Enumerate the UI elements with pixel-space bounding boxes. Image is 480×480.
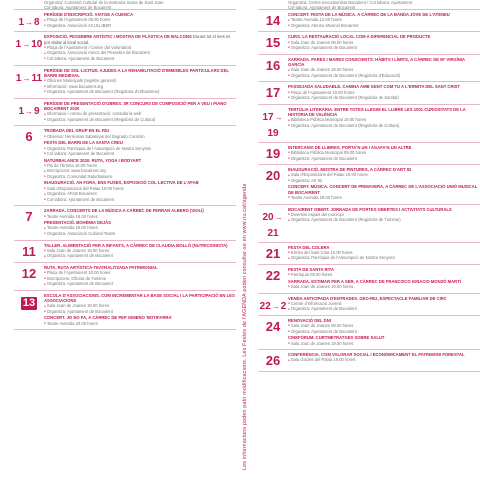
agenda-entry (258, 82, 480, 104)
agenda-entry (258, 10, 480, 32)
entry-body (288, 107, 480, 140)
date-range-start: 1 (15, 39, 22, 51)
entry-date (258, 352, 288, 369)
date-day: 20 (265, 168, 281, 184)
entry-body (44, 208, 236, 237)
date-day: 11 (22, 243, 36, 259)
agenda-entry (258, 350, 480, 372)
event-detail: ● Organitza: Ajuntament de Bocairent (288, 45, 480, 51)
entry-body (288, 245, 480, 262)
entry-body (288, 318, 480, 347)
date-day: 11 (31, 72, 43, 84)
event-title: XARRADA. ESTIMAR PER A SER, A CÀRREC DE FRANCISCO IGNACIO MONZÓ MARTÍ (288, 278, 461, 284)
event (44, 208, 236, 219)
date-day: 22 (265, 267, 281, 283)
event-detail: ● Centre d'Informació Juvenil (288, 301, 480, 307)
agenda-entry (14, 126, 236, 206)
event (288, 279, 480, 290)
entry-date (258, 12, 288, 29)
event-title: CONCERT. MÚSICA. CONCERT DE PRIMAVERA, A CÀRREC DE L'ASSOCIACIÓ UNIÓ MUSICAL DE BOCAIRENT (288, 184, 478, 195)
agenda-entry (258, 265, 480, 294)
event-detail: ● Inscripcions: www.bocairent.org (44, 168, 236, 174)
date-range-start: 17 (262, 111, 274, 123)
right-top-stub (258, 0, 480, 10)
entry-date (14, 12, 44, 29)
event-detail: ● Sala d'actes del Palau 19.00 hores (288, 357, 480, 363)
entry-body (44, 12, 236, 29)
event-detail: ● Col·labora: Ajuntament de Bocairent (44, 151, 236, 157)
event-detail: ● Sala Joan de Joanes 19.00 hores (44, 248, 236, 254)
agenda-entry (258, 243, 480, 265)
event (288, 84, 480, 100)
event-detail: ● Organitza: Ajuntament de Bocairent (Regidoria d'Educació) (288, 73, 480, 79)
entry-date (14, 101, 44, 124)
entry-date (258, 267, 288, 291)
event-detail: ● Organitza: Parròquia de l'Assumpció de Nostra Senyora (44, 146, 236, 152)
event-detail: ● Organitza: Ateneu Musical Bocairent (288, 23, 480, 29)
event-detail: ● Sala Joan de Joanes 19.00 hores (288, 67, 480, 73)
agenda-entry (258, 165, 480, 204)
event-detail: ● Organitza: Associació Amics del Pessebre de Bocairent (44, 50, 236, 56)
event-title: EXPOSICIÓ. PESSEBRE ARTÍSTIC I MOSTRA DE PLÀSTICA DE BALCONS (44, 34, 192, 40)
event-detail: ● Col·labora: Ajuntament de Bocairent (44, 197, 236, 203)
event (288, 207, 480, 223)
event-detail: ● Organitza: Ajuntament de Bocairent (Regidoria de Turisme) (288, 217, 480, 223)
event-detail: ● Sala Joan de Joanes 09.00 hores (288, 323, 480, 329)
event-detail: ● Teatre Avenida 20.00 hores (44, 321, 236, 327)
event-detail: ● Observa: Hermosas Sabatinas del Sagrado Corazón (44, 134, 236, 140)
entry-body (44, 265, 236, 288)
entry-date (14, 265, 44, 288)
event-detail: ● Plaça de l'Ajuntament 10.00 hores (44, 270, 236, 276)
agenda-entry (258, 205, 480, 243)
date-range-start: 22 (259, 300, 271, 312)
event-title: ZARRADA. CONCERTS DE LA MÚSICA A CÀRREC DE FERRAN ALBERO (VIOLÍ) (44, 208, 204, 214)
event (44, 101, 236, 123)
date-range-start: 1 (18, 17, 24, 28)
event-detail: ● Sala Joan de Joanes 19.00 hores (288, 341, 480, 347)
event-description: Durant tot el mes es pot visitar al local social. (44, 34, 231, 45)
entry-body (288, 145, 480, 162)
arrow-right-icon: → (271, 301, 280, 311)
arrow-right-icon: → (274, 212, 283, 222)
event-detail: ● Sala d'Exposicions del Palau 19.00 hores (288, 172, 480, 178)
event (44, 265, 236, 287)
event-detail: ● Organitza: Ajuntament de Bocairent (Regidoria de Sanitat) (288, 95, 480, 101)
event (44, 293, 236, 315)
arrow-right-icon: → (22, 40, 31, 50)
entry-body (288, 352, 480, 369)
agenda-entry (14, 99, 236, 127)
event-title: FESTA DE SANTA RITA (288, 266, 334, 272)
date-range-start: 20 (262, 211, 274, 223)
agenda-entry (14, 291, 236, 330)
event-detail: ● Biblioteca Pública Municipal 19.00 hores (288, 117, 480, 123)
event-title: INAUGURACIÓ. AH FORA, ENS FUSES, EXPOSICIÓ COL·LECTIVA DE L'AFAB (44, 180, 199, 186)
event-detail: ● Sala Joan de Joanes 19.00 hores (288, 284, 480, 290)
entry-body (288, 207, 480, 240)
entry-body (288, 84, 480, 101)
entry-date (14, 128, 44, 203)
event-detail: ● Organitza: Comunitat Naturbalance (44, 174, 236, 180)
entry-date (258, 245, 288, 262)
event-detail: ● Organitza: Ajuntament de Bocairent (Regidoria de Cultura) (44, 117, 236, 123)
entry-date (14, 243, 44, 260)
entry-body (44, 68, 236, 96)
date-day: 16 (265, 57, 281, 73)
event-title: PERÍODE D'INSCRIPCIÓ. VIATGE A CUENCA (44, 12, 134, 17)
event-title: PASSEJADA SALUDABLE. CAMINA AMB GENT COM TU A L'ERMITA DEL SANT CRIST (288, 84, 460, 90)
entry-date (14, 293, 44, 327)
event-detail: ● Plaça de l'Ajuntament 08.00 hores (44, 17, 236, 23)
event-detail: ● Informació: www.bocairent.org (44, 84, 236, 90)
event-detail: ● Diversos espais del municipi (288, 212, 480, 218)
event-detail: ● Teatre Avenida 18.00 hores (44, 214, 236, 220)
event (44, 180, 236, 202)
event-detail: ● Teatre Avenida 19.00 hores (288, 195, 480, 201)
event-detail: ● Sala d'Exposicions del Palau 19.00 hores (44, 186, 236, 192)
entry-date (14, 208, 44, 237)
entry-date (258, 34, 288, 51)
left-top-stub (14, 0, 236, 10)
date-day: 19 (267, 127, 279, 139)
left-top-stub-line: Organitza: Comissió Cultural de la Setmana Santa de Sant Joan (44, 0, 164, 5)
event (44, 68, 236, 95)
event (44, 128, 236, 139)
event-detail: ● Sala Joan de Joanes 09.00 hores (288, 40, 480, 46)
left-column (14, 0, 236, 480)
event-detail: ● Organitza: Ajuntament de Bocairent (Regidoria d'Urbanisme) (44, 89, 236, 95)
event-detail: ● Parròquia 09.00 hores (288, 272, 480, 278)
date-day: 17 (265, 85, 281, 101)
arrow-right-icon: → (22, 73, 31, 83)
agenda-entry (258, 105, 480, 143)
entry-date (258, 167, 288, 201)
event-detail: ● Organitza: Associació ACULLIBER (44, 23, 236, 29)
event-detail: ● Ermita del Sant Crist 10.00 hores (288, 250, 480, 256)
event-detail: ● Pla de l'Ermita 10.00 hores (44, 163, 236, 169)
event-title: TERTÚLIA LITERÀRIA. ENTRE TOTES LLEGIM EL LLIBRE LES 1001 CURIOSITATS DE LA HISTÒRIA DE VALÈNCIA (288, 106, 466, 118)
agenda-entry (258, 143, 480, 165)
agenda-entry (258, 294, 480, 316)
date-day: 14 (265, 13, 281, 28)
agenda-entry (14, 206, 236, 240)
agenda-entry (258, 32, 480, 54)
entry-body (288, 12, 480, 29)
entry-body (44, 243, 236, 260)
event-title: RENOVACIÓ DEL DNI (288, 317, 331, 323)
event (288, 107, 480, 129)
event-title: INTERCANVI DE LLIBRES. PORTA'N UN I AGAFA'N UN ALTRE (288, 144, 412, 150)
event (288, 184, 480, 200)
date-day: 19 (265, 145, 281, 161)
event-detail: ● Organitza: Ajuntament de Bocairent (288, 329, 480, 335)
event-detail: ● Organitza: AFAB Bocairent (44, 191, 236, 197)
event (44, 140, 236, 156)
date-day: 24 (265, 318, 281, 334)
event (44, 158, 236, 180)
event (44, 34, 236, 61)
event (288, 318, 480, 334)
agenda-entry (14, 32, 236, 65)
event-title: CURS. LA RESTAURACIÓ LOCAL COM A DIFERENCIAL DE PRODUCTE (288, 34, 431, 40)
event-title: BOCAIRENT OBERT. JORNADA DE PORTES OBERTES I ACTIVITATS CULTURALS (288, 206, 452, 212)
event (288, 296, 480, 312)
date-day: 6 (25, 129, 33, 145)
event (44, 220, 236, 236)
entry-body (288, 167, 480, 201)
event (288, 145, 480, 161)
event-title: INAUGURACIÓ. MOSTRA DE PINTURES, A CÀRREC D'ART 92 (288, 167, 412, 173)
agenda-entry (258, 316, 480, 350)
event-detail: ● Organitza: Associació Cultural Teatre (44, 231, 236, 237)
event-detail: ● Organitza: Art 92 (288, 178, 480, 184)
event-title: FESTA DEL BARRI DE LA SANTA CREU (44, 140, 123, 146)
event (288, 34, 480, 50)
event (44, 315, 236, 326)
entry-date (14, 68, 44, 96)
date-day: 13 (22, 296, 36, 309)
agenda-entry (14, 66, 236, 99)
date-day: 2 (280, 300, 287, 312)
entry-body (44, 128, 236, 203)
event-detail: ● Organitza: Ajuntament de Bocairent (Regidoria de Cultura) (288, 123, 480, 129)
side-note-text: Les informacions poden patir modificacions. Les Festes de l'AGENDA poden consultar-se en www.riu.cat/agenda (242, 183, 248, 470)
date-range-start: 1 (15, 72, 22, 84)
entry-body (288, 296, 480, 313)
left-top-stub-line: Col·labora: Ajuntament de Bocairent (44, 5, 112, 10)
right-top-stub-line: Col·labora: Ajuntament de Bocairent (288, 5, 356, 10)
entry-body (288, 267, 480, 291)
entry-date (258, 107, 288, 140)
event-detail: ● Teatre Avenida 19.00 hores (44, 225, 236, 231)
event-detail: ● Organitza: Ajuntament de Bocairent (44, 253, 236, 259)
entry-body (288, 57, 480, 80)
event (44, 12, 236, 28)
event-title: CONCERT. FESTA DE LA MÚSICA. A CÀRREC DE LA BANDA JOVE DE L'ATENEU (288, 12, 450, 17)
agenda-entry (14, 241, 236, 263)
event-detail: ● Inscripcions: Oficina de Turisme (44, 276, 236, 282)
date-day: 7 (25, 209, 33, 225)
event-detail: ● Organitza: Ajuntament de Bocairent (288, 156, 480, 162)
event-detail: ● Biblioteca Pública Municipal 09.00 hores (288, 150, 480, 156)
event-detail: ● Organitza: Ajuntament de Bocairent (44, 309, 236, 315)
entry-date (258, 296, 288, 313)
event-detail: ● Plaça de l'Ajuntament / Centre del Voluntariat (44, 45, 236, 51)
event-detail: ● Organitza: Parròquia de l'Assumpció de Nostra Senyora (288, 255, 480, 261)
date-range-start: 1 (18, 105, 24, 117)
event-title: CONCERT. JO NO FA, A CÀRREC DE PEP GIMENO 'BOTIFARRA' (44, 315, 173, 321)
event-detail: ● Sala Joan de Joanes 19.00 hores (44, 303, 236, 309)
date-day: 8 (34, 17, 40, 28)
arrow-right-icon: → (25, 106, 33, 116)
entry-date (258, 145, 288, 162)
event-title: TALLER. ALIMENTACIÓ PER A INFANTS, A CÀRREC DE CLAUDIA MOLLÓ (NUTRICIONISTA) (44, 242, 228, 248)
event-detail: ● Col·labora: Ajuntament de Bocairent (44, 56, 236, 62)
event-title: RUTA. RUTA ARTÍSTICA-TEATRALITZADA PATRIMONIAL (44, 264, 158, 270)
right-column (258, 0, 480, 480)
event-title: CONFERÈNCIA. COM VALORAR SOCIAL I ECONÒMICAMENT EL PATRIMONI FORESTAL (288, 352, 465, 358)
event (288, 12, 480, 28)
date-day: 10 (31, 39, 43, 51)
event (288, 57, 480, 79)
event (288, 267, 480, 278)
event (288, 167, 480, 183)
entry-date (258, 57, 288, 80)
event (288, 352, 480, 363)
event (288, 335, 480, 346)
entry-body (44, 34, 236, 62)
date-day: 26 (265, 353, 281, 369)
event-detail: ● Plaça de l'Ajuntament 10.00 hores (288, 90, 480, 96)
entry-body (288, 34, 480, 51)
date-day: 12 (21, 265, 37, 281)
event-detail: ● Informació i correu de presentació: consulta la web (44, 111, 236, 117)
date-day: 15 (265, 35, 281, 51)
event-title: CINEFÒRUM. CURTMETRATGES SOBRE SALUT (288, 335, 385, 341)
entry-date (258, 84, 288, 101)
side-note (238, 0, 256, 480)
event (44, 243, 236, 259)
event (288, 245, 480, 261)
agenda-entry (14, 263, 236, 291)
right-top-stub-line: Organitza: Centre Excursionista Bocairent / Col·labora: Ajuntament (288, 0, 413, 5)
event-detail: ● Organitza: Ajuntament de Bocairent (288, 306, 480, 312)
event-title: XARRADA. PARES I MARES CONSCIENTS: HÀBITS I LÍMITS, A CÀRREC DE Mª VIRGÍNIA GARCÍA (288, 56, 465, 68)
entry-date (258, 207, 288, 240)
entry-body (44, 101, 236, 124)
event-title: PERÍODE DE PRESENTACIÓ D'OBRES. 3R CONCURS DE COMPOSICIÓ PER A VEU I PIANO BOCAIRENT 2020 (44, 100, 227, 112)
date-day: 21 (265, 245, 281, 261)
entry-date (258, 318, 288, 347)
entry-body (44, 293, 236, 327)
date-day: 9 (34, 105, 40, 117)
event-title: PERÍODE DE SOL·LICITUD. AJUDES A LA REHABILITACIÓ D'IMMOBLES PARTICULARS DEL BARRI MEDIEVAL (44, 67, 229, 78)
agenda-entry (14, 10, 236, 32)
event-title: FESTA DEL COLERA (288, 244, 330, 250)
event-title: ESCOLA D'ASSOCIACIONS. COM INCREMENTAR LA BASE SOCIAL I LA PARTICIPACIÓ EN LES ASSOCIACIONS (44, 292, 235, 304)
event-detail: ● Organitza: Ajuntament de Bocairent (44, 281, 236, 287)
arrow-right-icon: → (25, 18, 33, 27)
agenda-entry (258, 55, 480, 83)
event-title: VENDA ANTICIPADA D'ENTRADES. GEO-RIU, ESPECTACLE FAMILIAR DE CIRC (288, 295, 447, 301)
event-title: NATURBALANCE 2020. RUTA, YOGA I BODYART (44, 157, 142, 163)
event-title: TROBADA DEL GRUP EN EL RIU (44, 128, 110, 134)
entry-date (14, 34, 44, 62)
event-detail: ● Oficines Municipals (registre general) (44, 78, 236, 84)
arrow-right-icon: → (274, 112, 283, 122)
event-title: PRESENTACIÓ. BOHÈMIA DEJÀS (44, 220, 112, 226)
date-day: 21 (267, 227, 279, 239)
event-detail: ● Teatre Avenida 12.00 hores (288, 17, 480, 23)
